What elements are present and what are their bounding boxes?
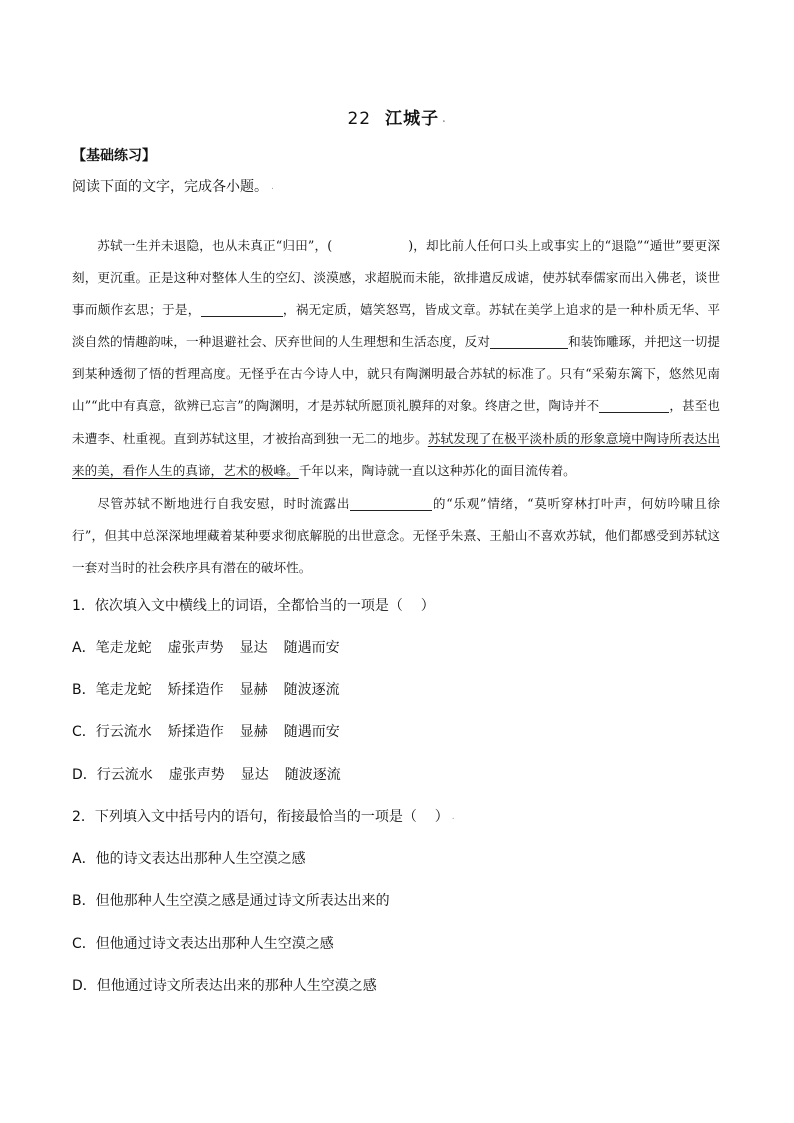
- page-title: [0, 104, 794, 129]
- fill-blank-4: [350, 494, 432, 511]
- section-label: 【基础练习】: [72, 148, 156, 164]
- question-2-stem: 2．下列填入文中括号内的语句，衔接最恰当的一项是（ ） .: [72, 809, 455, 825]
- underlined-sentence: 苏轼发现了在极平淡朴质的形象意境中陶诗所表达出来的美，看作人生的真谛，艺术的极峰。: [72, 430, 721, 478]
- fill-blank-1: [201, 300, 283, 317]
- question-1-option-c: C．行云流水 矫揉造作 显赫 随遇而安: [72, 724, 340, 740]
- question-2-option-c: C．但他通过诗文表达出那种人生空漠之感: [72, 936, 334, 952]
- lesson-title: 江城子: [385, 109, 440, 129]
- question-2-option-b: B．但他那种人生空漠之感是通过诗文所表达出来的: [72, 893, 390, 909]
- question-2-option-d: D．但他通过诗文所表达出来的那种人生空漠之感: [72, 978, 377, 994]
- passage-paragraph-2: 尽管苏轼不断地进行自我安慰，时时流露出 的“乐观”情绪，“莫听穿林打叶声，何妨吟啸且徐行”，但其中总深深地埋藏着某种要求彻底解脱的出世意念。无怪乎朱熹、王船山不喜欢苏轼，他们都感受到苏轼这一套对当时的社会秩序具有潜在的破坏性。: [72, 496, 721, 576]
- question-1-stem: 1．依次填入文中横线上的词语，全都恰当的一项是（ ）: [72, 598, 435, 614]
- fill-blank-2: [490, 332, 568, 349]
- lesson-number: 22: [347, 109, 372, 129]
- question-1-option-a: A．笔走龙蛇 虚张声势 显达 随遇而安: [72, 640, 340, 656]
- question-1-option-b: B．笔走龙蛇 矫揉造作 显赫 随波逐流: [72, 682, 340, 698]
- question-1-option-d: D．行云流水 虚张声势 显达 随波逐流: [72, 767, 341, 783]
- paragraph-mark: .: [442, 115, 447, 125]
- instruction-text: 阅读下面的文字，完成各小题。 .: [72, 179, 274, 195]
- fill-blank-3: [599, 396, 669, 413]
- question-2-option-a: A．他的诗文表达出那种人生空漠之感: [72, 851, 306, 867]
- passage-paragraph-1: 苏轼一生并未退隐，也从未真正“归田”，( )，却比前人任何口头上或事实上的“退隐”“遁世”要更深刻，更沉重。正是这种对整体人生的空幻、淡漠感，求超脱而未能，欲排遣反成谑，使苏轼奉儒家而出入佛老，谈世事而颇作玄思；于是， ，祸无定质，嬉笑怒骂，皆成文章。苏轼在美学上追求的是一种朴质无华、平淡自然的情趣韵味，一种退避社会、厌弃世间的人生理想和生活态度，反对 和装饰雕琢，并把这一切提到某种透彻了悟的哲理高度。无怪乎在古今诗人中，就只有陶渊明最合苏轼的标准了。只有“采菊东篱下，悠然见南山”“此中有真意，欲辨已忘言”的陶渊明，才是苏轼所愿顶礼膜拜的对象。终唐之世，陶诗并不 ，甚至也未遭李、杜重视。直到苏轼这里，才被抬高到独一无二的地步。苏轼发现了在极平淡朴质的形象意境中陶诗所表达出来的美，看作人生的真谛，艺术的极峰。千年以来，陶诗就一直以这种苏化的面目流传着。: [72, 238, 721, 478]
